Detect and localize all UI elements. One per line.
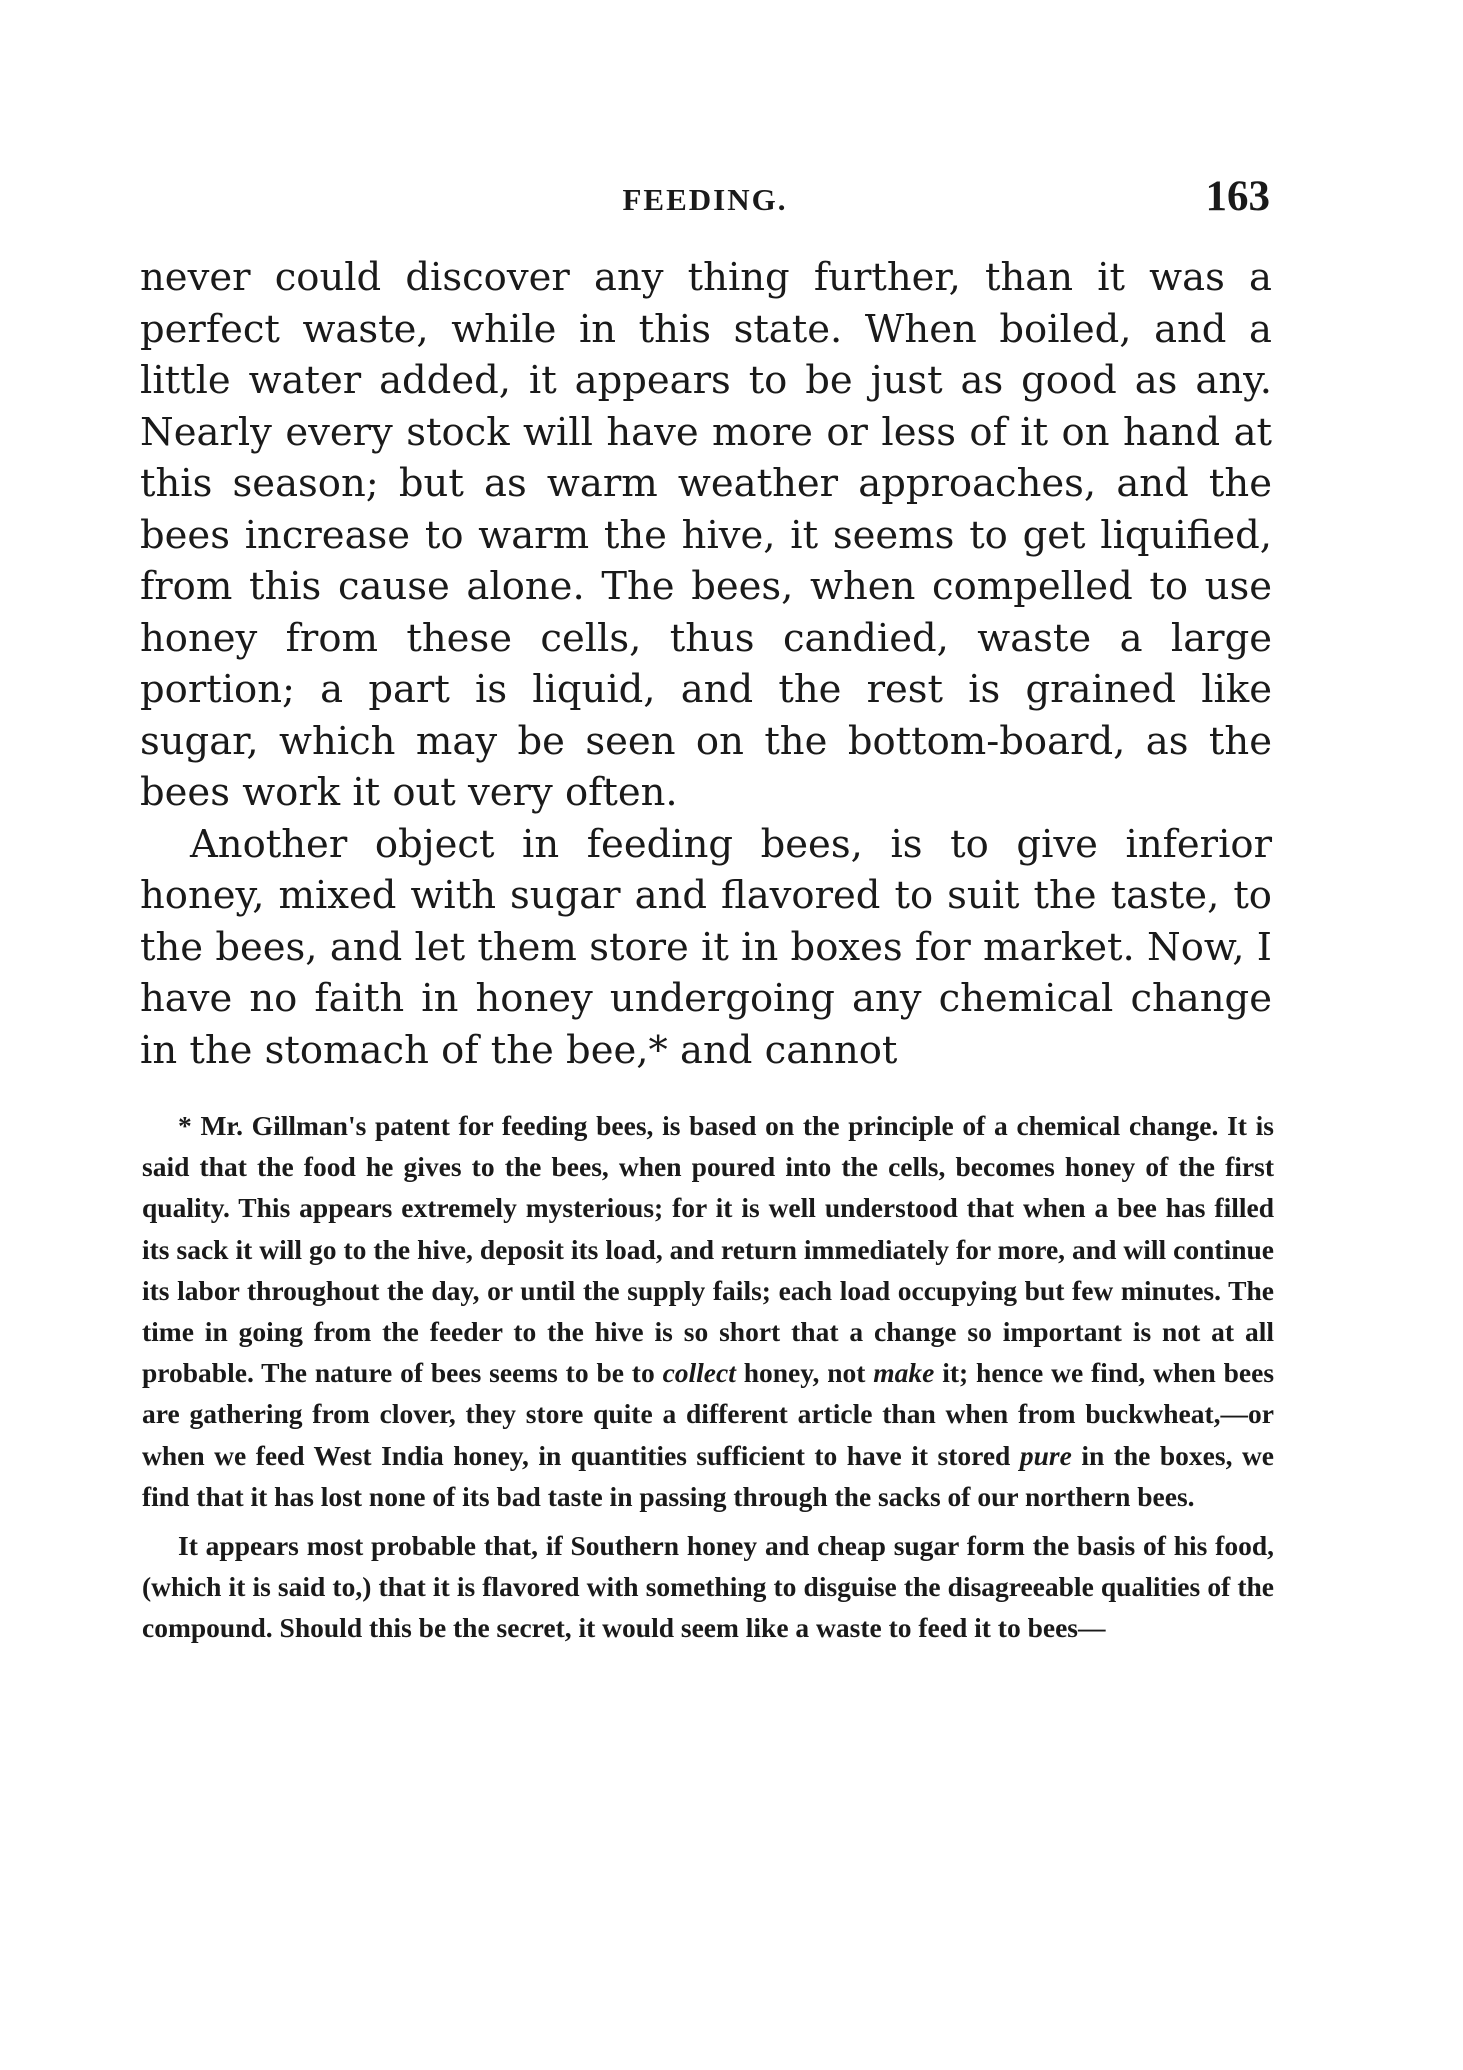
footnote-emphasis-make: make xyxy=(873,1357,935,1389)
running-title: FEEDING. xyxy=(622,182,788,217)
footnote-text-3: it; hence we find, when bees are gathering from clover, they store quite a different article than when from buckwheat,—or when we feed West India honey, in quantities sufficient to have it stored xyxy=(142,1357,1275,1471)
footnote-text-4: in the boxes, we find that it has lost none of its bad taste in passing through the sacks of our northern bees. xyxy=(142,1439,1275,1512)
paragraph-continued: never could discover any thing further, than it was a perfect waste, while in this state. When boiled, and a little water added, it appears to be just as good as any. Nearly every stock will have more or less of it on hand at this season; but as warm weather approaches, and the bees increase to warm the hive, it seems to get liquified, from this cause alone. The bees, when compelled to use honey from these cells, thus candied, waste a large portion; a part is liquid, and the rest is grained like sugar, which may be seen on the bottom-board, as the bees work it out very often. xyxy=(140,255,1272,815)
footnote-block xyxy=(142,1105,1274,1649)
footnote-gillman-patent xyxy=(142,1105,1274,1517)
footnote-text-2: honey, not xyxy=(743,1357,866,1389)
main-text xyxy=(140,252,1272,1076)
page-number: 163 xyxy=(1205,173,1270,220)
footnote-southern-honey: It appears most probable that, if Southern honey and cheap sugar form the basis of his food, (which it is said to,) that it is flavored with something to disguise the disagreeable qualities of the compound. Should this be the secret, it would seem like a waste to feed it to bees— xyxy=(142,1530,1274,1644)
paragraph-feeding-object: Another object in feeding bees, is to give inferior honey, mixed with sugar and flavored to suit the taste, to the bees, and let them store it in boxes for market. Now, I have no faith in honey undergoing any chemical change in the stomach of the bee,* and cannot xyxy=(140,821,1272,1073)
footnote-emphasis-pure: pure xyxy=(1019,1439,1072,1471)
footnote-emphasis-collect: collect xyxy=(662,1357,736,1389)
footnote-text-1: * Mr. Gillman's patent for feeding bees, is based on the principle of a chemical change. It is said that the food he gives to the bees, when poured into the cells, becomes honey of the first quality. This appears extremely mysterious; for it is well understood that when a bee has filled its sack it will go to the hive, deposit its load, and return immediately for more, and will continue its labor throughout the day, or until the supply fails; each load occupying but few minutes. The time in going from the feeder to the hive is so short that a change so important is not at all probable. The nature of bees seems to be to xyxy=(142,1110,1274,1389)
page-header xyxy=(140,172,1270,232)
